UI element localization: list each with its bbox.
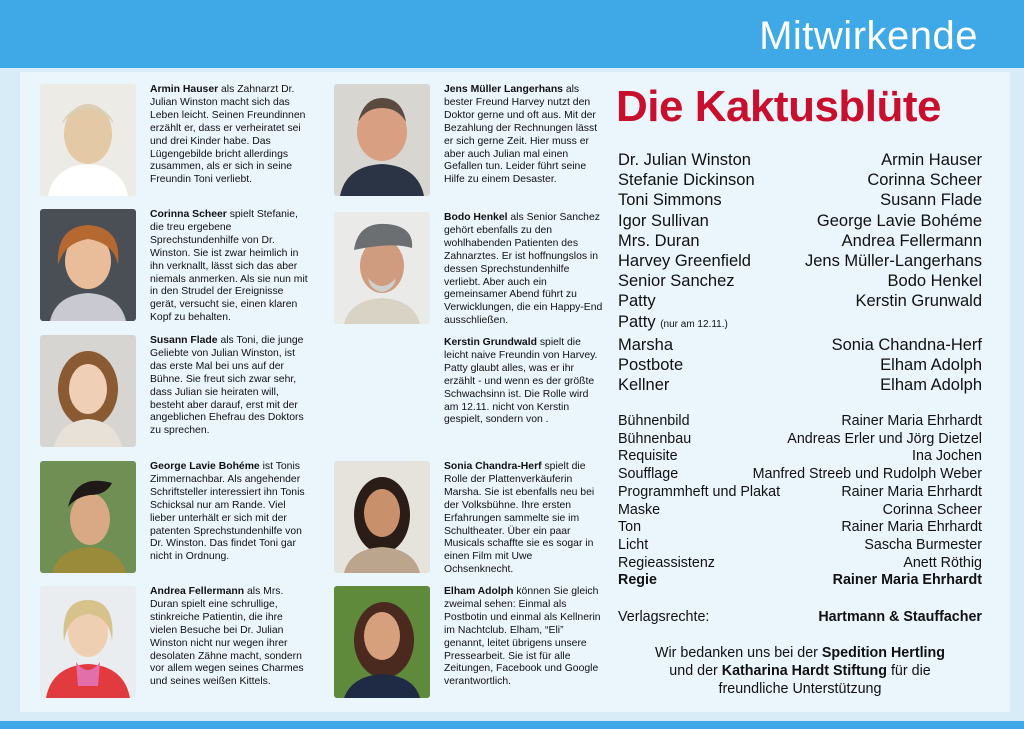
portrait-photo [40,209,136,321]
cast-row: Kellner Elham Adolph [618,376,982,395]
cast-row: Patty Kerstin Grunwald [618,292,982,311]
cast-row: Postbote Elham Adolph [618,356,982,375]
crew-row: Licht Sascha Burmester [618,536,982,553]
crew-row: Bühnenbau Andreas Erler und Jörg Dietzel [618,430,982,447]
thanks-note: Wir bedanken uns bei der Spedition Hertling und der Katharina Hardt Stiftung für die freundliche Unterstützung [654,645,945,697]
portrait-photo [334,461,430,573]
publishing-rights [618,609,982,625]
header-bar [0,0,1024,68]
cast-row: Dr. Julian Winston Armin Hauser [618,151,982,169]
cast-row: Mrs. Duran Andrea Fellermann [618,231,982,250]
crew-row: Ton Rainer Maria Ehrhardt [618,519,982,536]
crew-row: Requisite Ina Jochen [618,448,982,465]
bio-text: Bodo Henkel als Senior Sanchez gehört ebenfalls zu den wohlhabenden Patienten des Zahnarztes. Er ist hoffnungslos in dessen Sprechstundenhilfe verliebt. Aber auch ein gemeinsamer Abend führt zu Verwicklungen, die ein Happy-End ausschließen. [444,212,603,327]
portrait-photo [40,84,136,196]
cast-row: Igor Sullivan George Lavie Bohéme [618,211,982,230]
portrait-photo [334,586,430,698]
footer-bar [0,721,1024,729]
page-title: Mitwirkende [759,14,978,58]
rights-publisher: Hartmann & Stauffacher [818,609,982,625]
portrait-photo [40,335,136,447]
bio-text: Corinna Scheer spielt Stefanie, die treu ergebene Sprechstundenhilfe von Dr. Winston. Sie ist zwar heimlich in ihn verknallt, lässt sich das aber niemals anmerken. Als sie nun mit in den Strudel der Ereignisse gerät, versucht sie, einen klaren Kopf zu behalten. [150,209,308,324]
sponsor-name: Katharina Hardt Stiftung [721,663,887,679]
cast-row: Harvey Greenfield Jens Müller-Langerhans [618,252,982,271]
portrait-photo [334,84,430,196]
play-title: Die Kaktusblüte [616,82,942,131]
cast-row: Toni Simmons Susann Flade [618,191,982,210]
bio-text: Susann Flade als Toni, die junge Geliebte von Julian Winston, ist das erste Mal bei uns auf der Bühne. Sie freut sich zwar sehr, dass Julian sie heiraten will, besteht aber darauf, erst mit der angeblichen Ehefrau des Doktors zu sprechen. [150,335,304,437]
rights-label: Verlagsrechte: [618,609,710,625]
portrait-photo [334,212,430,324]
bio-text: Kerstin Grundwald spielt die leicht naive Freundin von Harvey. Patty glaubt alles, was er ihr erzählt - und wenn es der größte Schwachsinn ist. Die Rolle wird am 12.11. nicht von Kerstin gespielt, sondern von . [444,337,598,426]
crew-row: Programmheft und Plakat Rainer Maria Ehrhardt [618,483,982,500]
crew-row: Regieassistenz Anett Röthig [618,554,982,571]
sponsor-name: Spedition Hertling [821,645,945,661]
portrait-photo [40,586,136,698]
crew-row: Bühnenbild Rainer Maria Ehrhardt [618,413,982,429]
cast-row: Marsha Sonia Chandna-Herf [618,335,982,354]
crew-row: Soufflage Manfred Streeb und Rudolph Weber [618,466,982,483]
cast-note: (nur am 12.11.) [660,318,728,330]
crew-row: Maske Corinna Scheer [618,501,982,518]
cast-row: Patty (nur am 12.11.) [618,312,728,331]
bio-text: Armin Hauser als Zahnarzt Dr. Julian Winston macht sich das Leben leicht. Seinen Freundinnen erzählt er, dass er verheiratet sei und drei Kinder habe. Das Lügengebilde bricht allerdings zusammen, als er sich in seine Freundin Toni verliebt. [150,84,306,186]
bio-text: Andrea Fellermann als Mrs. Duran spielt eine schrullige, stinkreiche Patientin, die ihre vielen Besuche bei Dr. Julian Winston nicht nur wegen ihrer desolaten Zähne macht, sondern vor allem wegen seines Charmes und seines weißen Kittels. [150,586,304,688]
cast-row: Stefanie Dickinson Corinna Scheer [618,171,982,190]
bio-text: Elham Adolph können Sie gleich zweimal sehen: Einmal als Postbotin und einmal als Kellnerin im Nachtclub. Elham, “Eli” genannt, leitet übrigens unsere Pressearbeit. Sie ist für alle Zeitungen, Facebook und Google verantwortlich. [444,586,601,688]
bio-text: Jens Müller Langerhans als bester Freund Harvey nutzt den Doktor gerne und oft aus. Mit der Bezahlung der Rechnungen lässt er sich gerne Zeit. Hier muss er aber auch Julian mal einen Gefallen tun. Leider führt seine Hilfe zu einem Desaster. [444,84,598,186]
bio-text: Sonia Chandra-Herf spielt die Rolle der Plattenverkäuferin Marsha. Sie ist ebenfalls neu bei der Volksbühne. Ihre ersten Erfahrungen sammelte sie im Schultheater. Über ein paar Musicals schaffte sie es sogar in einen Film mit Uwe Ochsenknecht. [444,461,595,576]
crew-row-director: Regie Rainer Maria Ehrhardt [618,572,982,589]
crew-list [618,413,982,590]
cast-row: Senior Sanchez Bodo Henkel [618,272,982,291]
portrait-photo [40,461,136,573]
bio-text: George Lavie Bohéme ist Tonis Zimmernachbar. Als angehender Schriftsteller interessiert ihn Tonis Schicksal nur am Rande. Viel lieber unterhält er sich mit der patenten Sprechstundenhilfe von Dr. Winston. Das findet Toni gar nicht in Ordnung. [150,461,305,563]
cast-list [618,150,982,395]
